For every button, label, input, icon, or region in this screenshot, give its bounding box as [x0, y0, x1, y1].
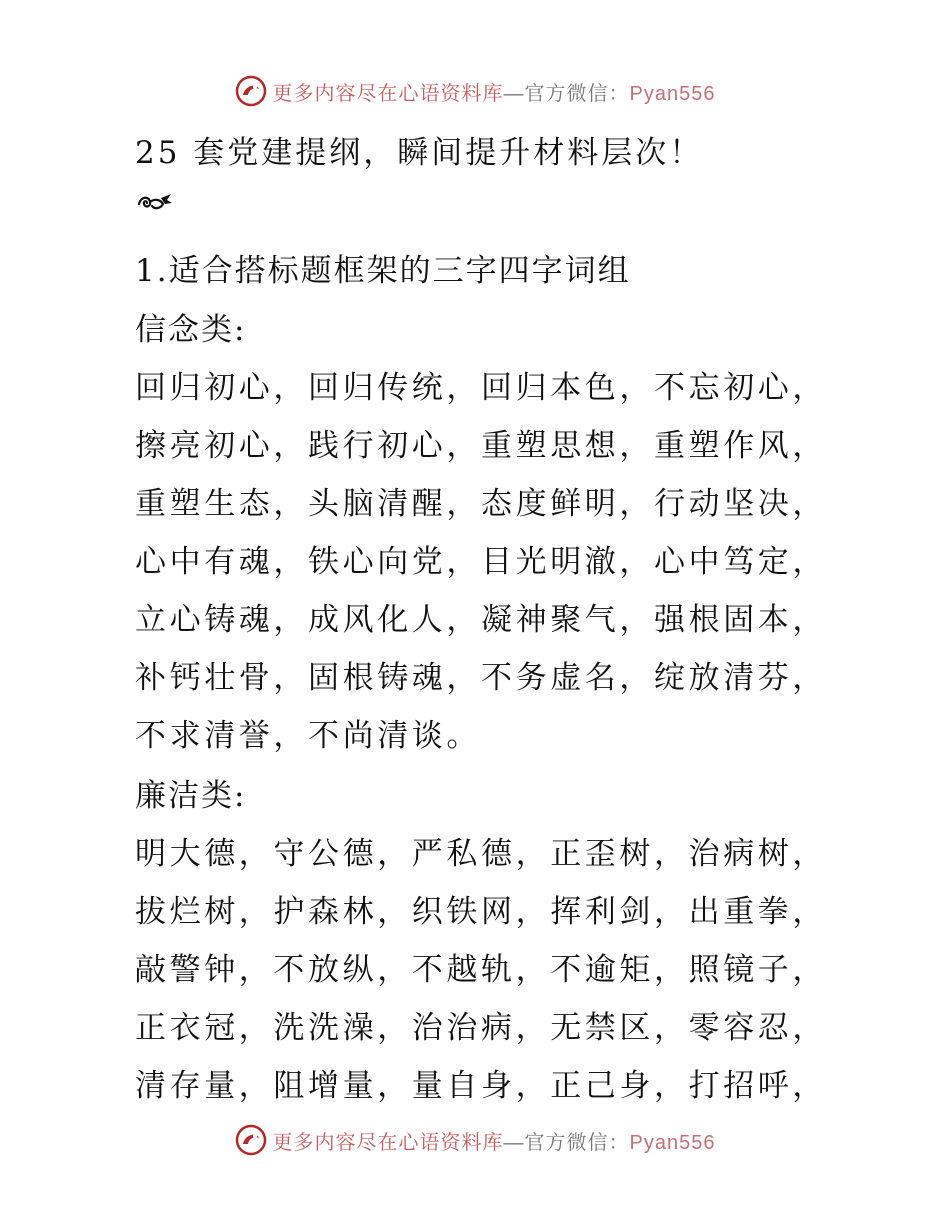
watermark-text: 更多内容尽在心语资料库	[272, 1131, 504, 1154]
text-line: 清存量，阻增量，量自身，正己身，打招呼，	[135, 1068, 827, 1104]
dragon-logo-icon	[235, 75, 267, 107]
text-line: 立心铸魂，成风化人，凝神聚气，强根固本，	[135, 602, 827, 638]
text-line: 正衣冠，洗洗澡，治治病，无禁区，零容忍，	[135, 1010, 827, 1046]
category-heading-belief: 信念类:	[135, 312, 247, 348]
watermark-dash: —	[503, 1131, 525, 1154]
text-line: 心中有魂，铁心向党，目光明澈，心中笃定，	[135, 544, 827, 580]
text-line: 拔烂树，护森林，织铁网，挥利剑，出重拳，	[135, 894, 827, 930]
section-heading: 1.适合搭标题框架的三字四字词组	[135, 253, 631, 289]
watermark-wechat-id: Pyan556	[629, 1131, 716, 1154]
watermark-banner-top	[0, 71, 950, 111]
text-line: 明大德，守公德，严私德，正歪树，治病树，	[135, 836, 827, 872]
watermark-wechat-label: 官方微信：	[524, 1131, 630, 1154]
dragon-logo-icon	[235, 1124, 267, 1156]
text-line: 回归初心，回归传统，回归本色，不忘初心，	[135, 370, 827, 406]
watermark-wechat-id: Pyan556	[629, 82, 716, 105]
text-line: 不求清誉，不尚清谈。	[135, 718, 481, 754]
watermark-wechat-label: 官方微信：	[524, 82, 630, 105]
text-line: 敲警钟，不放纵，不越轨，不逾矩，照镜子，	[135, 952, 827, 988]
watermark-text: 更多内容尽在心语资料库	[272, 82, 504, 105]
text-line: 补钙壮骨，固根铸魂，不务虚名，绽放清芬，	[135, 660, 827, 696]
text-line: 重塑生态，头脑清醒，态度鲜明，行动坚决，	[135, 486, 827, 522]
watermark-banner-bottom	[0, 1120, 950, 1160]
page-title: 25 套党建提纲，瞬间提升材料层次！	[135, 135, 704, 171]
text-line: 擦亮初心，践行初心，重塑思想，重塑作风，	[135, 428, 827, 464]
category-heading-integrity: 廉洁类:	[135, 778, 247, 814]
fleuron-ornament-icon	[135, 188, 173, 218]
watermark-dash: —	[503, 82, 525, 105]
